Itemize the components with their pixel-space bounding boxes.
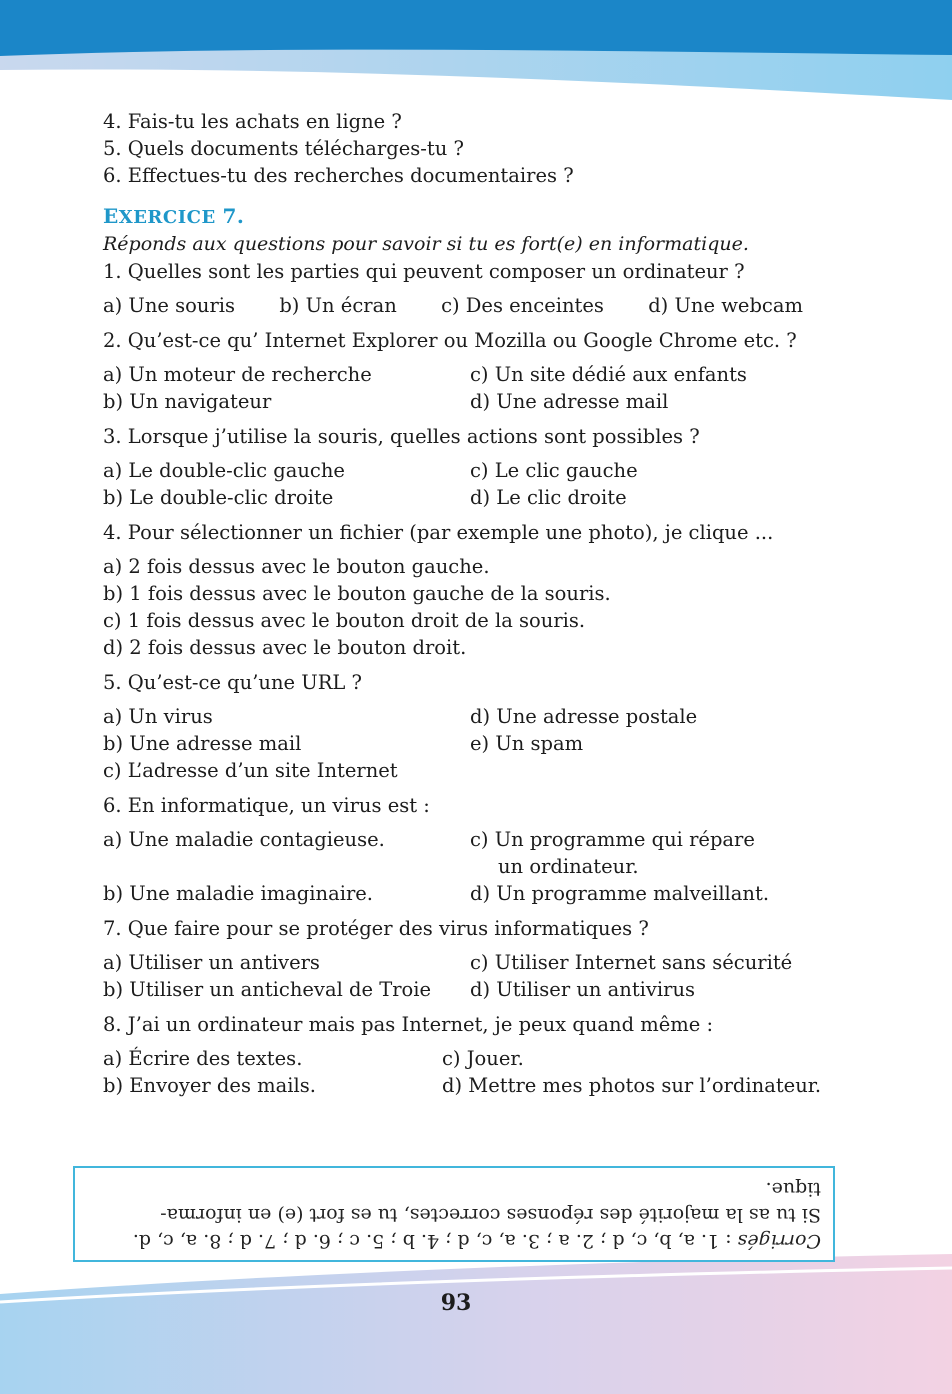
q4-option-a: a) 2 fois dessus avec le bouton gauche. — [103, 555, 490, 578]
bottom-decorative-band — [0, 1250, 952, 1394]
question-5-options — [103, 703, 863, 784]
q6-option-a: a) Une maladie contagieuse. — [103, 828, 385, 851]
question-8: 8. J’ai un ordinateur mais pas Internet, je peux quand même : — [103, 1013, 714, 1036]
q7-option-b: b) Utiliser un anticheval de Troie — [103, 978, 432, 1001]
q4-option-b: b) 1 fois dessus avec le bouton gauche de la souris. — [103, 582, 611, 605]
question-7-options — [103, 949, 863, 1003]
q3-option-b: b) Le double-clic droite — [103, 486, 334, 509]
answer-key-box — [73, 1166, 835, 1262]
q8-option-d: d) Mettre mes photos sur l’ordinateur. — [442, 1074, 822, 1097]
question-1-options — [103, 292, 803, 319]
question-6-options — [103, 826, 863, 907]
answer-key-line-3: tique. — [765, 1178, 821, 1200]
question-3: 3. Lorsque j’utilise la souris, quelles actions sont possibles ? — [103, 425, 700, 448]
q2-option-b: b) Un navigateur — [103, 390, 272, 413]
answer-key-line-1 — [87, 1228, 821, 1254]
q2-option-a: a) Un moteur de recherche — [103, 363, 372, 386]
q6-option-d: d) Un programme malveillant. — [470, 882, 770, 905]
q1-option-a: a) Une souris — [103, 294, 236, 317]
q5-option-e: e) Un spam — [470, 732, 584, 755]
exercise-instruction: Réponds aux questions pour savoir si tu es fort(e) en informatique. — [103, 233, 749, 255]
question-7: 7. Que faire pour se protéger des virus informatiques ? — [103, 917, 649, 940]
top-decorative-band — [0, 0, 952, 100]
q5-option-c: c) L’adresse d’un site Internet — [103, 759, 398, 782]
q2-option-c: c) Un site dédié aux enfants — [470, 363, 747, 386]
q6-option-c-continued: un ordinateur. — [498, 855, 639, 878]
q3-option-a: a) Le double-clic gauche — [103, 459, 345, 482]
question-8-options — [103, 1045, 863, 1099]
question-3-options — [103, 457, 863, 511]
answer-key-label: Corrigés — [737, 1230, 821, 1252]
q7-option-c: c) Utiliser Internet sans sécurité — [470, 951, 793, 974]
q3-option-c: c) Le clic gauche — [470, 459, 638, 482]
q6-option-b: b) Une maladie imaginaire. — [103, 882, 374, 905]
q2-option-d: d) Une adresse mail — [470, 390, 669, 413]
q8-option-b: b) Envoyer des mails. — [103, 1074, 316, 1097]
q7-option-d: d) Utiliser un antivirus — [470, 978, 696, 1001]
q4-option-c: c) 1 fois dessus avec le bouton droit de la souris. — [103, 609, 586, 632]
q1-option-d: d) Une webcam — [648, 294, 803, 317]
page-content — [103, 108, 863, 1099]
question-2: 2. Qu’est-ce qu’ Internet Explorer ou Mozilla ou Google Chrome etc. ? — [103, 329, 797, 352]
intro-item: 4. Fais-tu les achats en ligne ? — [103, 110, 402, 133]
exercise-title-initial: E — [103, 204, 119, 228]
question-5: 5. Qu’est-ce qu’une URL ? — [103, 671, 362, 694]
question-6: 6. En informatique, un virus est : — [103, 794, 430, 817]
q6-option-c: c) Un programme qui répare — [470, 828, 755, 851]
exercise-title-number: 7. — [222, 204, 245, 228]
exercise-title — [103, 203, 863, 231]
q5-option-d: d) Une adresse postale — [470, 705, 698, 728]
q4-option-d: d) 2 fois dessus avec le bouton droit. — [103, 636, 467, 659]
q1-option-b: b) Un écran — [279, 294, 397, 317]
answer-key-upside-down — [75, 1168, 833, 1260]
intro-item: 5. Quels documents télécharges-tu ? — [103, 137, 464, 160]
q7-option-a: a) Utiliser un antivers — [103, 951, 320, 974]
answer-key-line-2: Si tu as la majorité des réponses correctes, tu es fort (e) en informa- — [160, 1204, 821, 1226]
exercise-title-word: XERCICE — [118, 207, 216, 228]
intro-item: 6. Effectues-tu des recherches documentaires ? — [103, 164, 574, 187]
q5-option-a: a) Un virus — [103, 705, 213, 728]
q8-option-a: a) Écrire des textes. — [103, 1047, 303, 1070]
question-1: 1. Quelles sont les parties qui peuvent composer un ordinateur ? — [103, 260, 745, 283]
q5-option-b: b) Une adresse mail — [103, 732, 302, 755]
q8-option-c: c) Jouer. — [442, 1047, 524, 1070]
question-2-options — [103, 361, 863, 415]
answer-key-values: : 1. a, b, c, d ; 2. a ; 3. a, c, d ; 4. b ; 5. c ; 6. d ; 7. d ; 8. a, c, d. — [132, 1230, 738, 1252]
question-4: 4. Pour sélectionner un fichier (par exemple une photo), je clique ... — [103, 521, 774, 544]
page-number: 93 — [440, 1290, 472, 1316]
question-4-options — [103, 553, 863, 661]
q1-option-c: c) Des enceintes — [441, 294, 604, 317]
q3-option-d: d) Le clic droite — [470, 486, 627, 509]
